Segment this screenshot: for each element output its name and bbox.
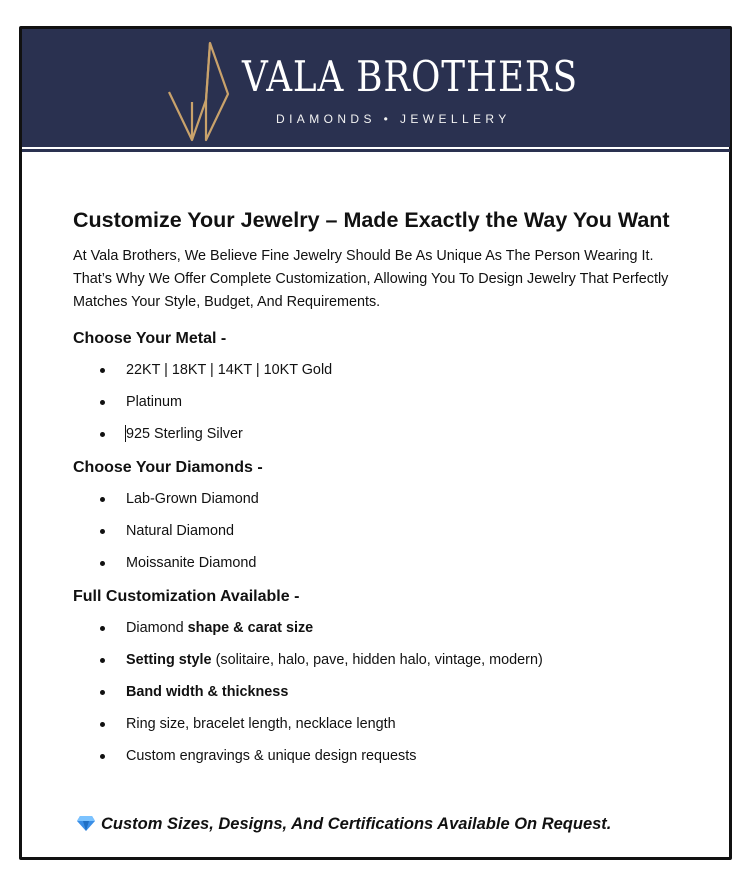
page-title: Customize Your Jewelry – Made Exactly the Way You Want xyxy=(73,208,670,232)
customization-list xyxy=(73,619,693,765)
list-item xyxy=(73,425,693,443)
bullet-icon xyxy=(100,432,105,437)
intro-paragraph: At Vala Brothers, We Believe Fine Jewelry Should Be As Unique As The Person Wearing It. That’s Why We Offer Complete Customization, Allowing You To Design Jewelry That Perfectly Matches Your Style, Budget, And Requirements. xyxy=(73,248,669,310)
list-item: Custom engravings & unique design requests xyxy=(73,747,693,765)
bullet-icon xyxy=(100,626,105,631)
editable-text[interactable]: 925 Sterling Silver xyxy=(126,426,243,442)
bullet-icon xyxy=(100,400,105,405)
metal-list xyxy=(73,361,693,443)
list-item: Platinum xyxy=(73,393,693,411)
brand-name: VALA BROTHERS xyxy=(242,52,578,101)
footer-note: Custom Sizes, Designs, And Certifications Available On Request. xyxy=(76,813,611,835)
metal-heading: Choose Your Metal - xyxy=(73,330,227,347)
bullet-icon xyxy=(100,754,105,759)
text-cursor xyxy=(125,425,126,442)
bullet-icon xyxy=(100,722,105,727)
customization-heading: Full Customization Available - xyxy=(73,588,300,605)
diamonds-heading: Choose Your Diamonds - xyxy=(73,459,263,476)
bullet-icon xyxy=(100,690,105,695)
bullet-icon xyxy=(100,658,105,663)
gem-icon xyxy=(76,813,96,833)
list-item: Diamond shape & carat size xyxy=(73,619,693,637)
list-item: Natural Diamond xyxy=(73,522,693,540)
bullet-icon xyxy=(100,368,105,373)
list-item: Lab-Grown Diamond xyxy=(73,490,693,508)
main-content xyxy=(73,205,693,765)
bullet-icon xyxy=(100,497,105,502)
list-item: Setting style (solitaire, halo, pave, hidden halo, vintage, modern) xyxy=(73,651,693,669)
brand-logo-icon xyxy=(166,40,236,144)
bullet-icon xyxy=(100,529,105,534)
list-item: Moissanite Diamond xyxy=(73,554,693,572)
list-item: Ring size, bracelet length, necklace length xyxy=(73,715,693,733)
brand-tagline: DIAMONDS • JEWELLERY xyxy=(276,112,511,126)
list-item: Band width & thickness xyxy=(73,683,693,701)
diamonds-list xyxy=(73,490,693,572)
list-item: 22KT | 18KT | 14KT | 10KT Gold xyxy=(73,361,693,379)
bullet-icon xyxy=(100,561,105,566)
banner-divider xyxy=(22,149,730,152)
